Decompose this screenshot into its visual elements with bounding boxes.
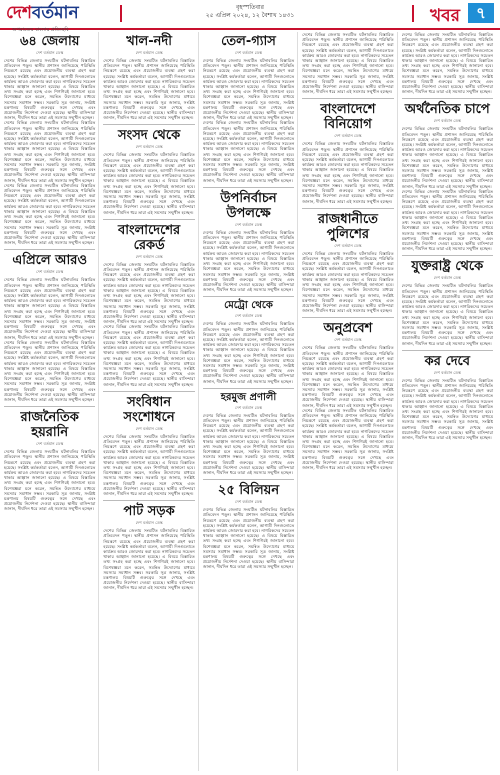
column-2 bbox=[103, 32, 198, 771]
weekday: বৃহস্পতিবার bbox=[236, 4, 264, 11]
byline: দেশ বর্তমান ডেস্ক bbox=[433, 369, 461, 375]
story bbox=[4, 34, 95, 245]
headline[interactable]: হরমুজ প্রণালী bbox=[220, 391, 277, 403]
column-5 bbox=[402, 32, 496, 771]
story-body: দেশের বিভিন্ন জেলায় সংঘটিত ঘটনাবলির বিস্তারিত প্রতিবেদন পড়ুন। স্থানীয় প্রশাসন জানিয়েছে পরিস্থিতি নিয়ন্ত্রণে রয়েছে এবং প্রয়োজনীয় ব্যবস্থা গ্রহণ করা হয়েছে। সংশ্লিষ্ট কর্মকর্তারা বলেন, আগামী দিনগুলোতে কার্যক্রম আরও জোরদার করা হবে। নাগরিকদের সচেতন থাকার আহ্বান জানানো হয়েছে। এ বিষয়ে বিস্তারিত তথ্য সংগ্রহ করা হচ্ছে এবং শিগগিরই জানানো হবে। বিশেষজ্ঞরা মনে করেন, সমন্বিত উদ্যোগের মাধ্যমে সমস্যার সমাধান সম্ভব। সরকারি সূত্র জানায়, সংশ্লিষ্ট মন্ত্রণালয় বিষয়টি গুরুত্বের সঙ্গে দেখছে এবং প্রয়োজনীয় নির্দেশনা দেওয়া হয়েছে। স্থানীয় বাসিন্দারা জানান, দীর্ঘদিন ধরে তারা এই সমস্যার সম্মুখীন হচ্ছেন। bbox=[302, 141, 394, 204]
columns bbox=[4, 32, 496, 771]
story-body: দেশের বিভিন্ন জেলায় সংঘটিত ঘটনাবলির বিস্তারিত প্রতিবেদন পড়ুন। স্থানীয় প্রশাসন জানিয়েছে পরিস্থিতি নিয়ন্ত্রণে রয়েছে এবং প্রয়োজনীয় ব্যবস্থা গ্রহণ করা হয়েছে। সংশ্লিষ্ট কর্মকর্তারা বলেন, আগামী দিনগুলোতে কার্যক্রম আরও জোরদার করা হবে। নাগরিকদের সচেতন থাকার আহ্বান জানানো হয়েছে। এ বিষয়ে বিস্তারিত তথ্য সংগ্রহ করা হচ্ছে এবং শিগগিরই জানানো হবে। বিশেষজ্ঞরা মনে করেন, সমন্বিত উদ্যোগের মাধ্যমে সমস্যার সমাধান সম্ভব। সরকারি সূত্র জানায়, সংশ্লিষ্ট মন্ত্রণালয় বিষয়টি গুরুত্বের সঙ্গে দেখছে এবং প্রয়োজনীয় নির্দেশনা দেওয়া হয়েছে। স্থানীয় বাসিন্দারা জানান, দীর্ঘদিন ধরে তারা এই সমস্যার সম্মুখীন হচ্ছেন। bbox=[4, 277, 96, 340]
story bbox=[4, 410, 95, 511]
headline[interactable]: এপ্রিলে আরও bbox=[12, 253, 88, 269]
divider bbox=[103, 391, 194, 392]
story-body: দেশের বিভিন্ন জেলায় সংঘটিত ঘটনাবলির বিস্তারিত প্রতিবেদন পড়ুন। স্থানীয় প্রশাসন জানিয়েছে পরিস্থিতি নিয়ন্ত্রণে রয়েছে এবং প্রয়োজনীয় ব্যবস্থা গ্রহণ করা হয়েছে। সংশ্লিষ্ট কর্মকর্তারা বলেন, আগামী দিনগুলোতে কার্যক্রম আরও জোরদার করা হবে। নাগরিকদের সচেতন থাকার আহ্বান জানানো হয়েছে। এ বিষয়ে বিস্তারিত তথ্য সংগ্রহ করা হচ্ছে এবং শিগগিরই জানানো হবে। বিশেষজ্ঞরা মনে করেন, সমন্বিত উদ্যোগের মাধ্যমে সমস্যার সমাধান সম্ভব। সরকারি সূত্র জানায়, সংশ্লিষ্ট মন্ত্রণালয় বিষয়টি গুরুত্বের সঙ্গে দেখছে এবং প্রয়োজনীয় নির্দেশনা দেওয়া হয়েছে। স্থানীয় বাসিন্দারা জানান, দীর্ঘদিন ধরে তারা এই সমস্যার সম্মুখীন হচ্ছেন। bbox=[202, 412, 295, 475]
divider bbox=[103, 219, 194, 220]
headline[interactable]: মেট্রো থেকে bbox=[224, 300, 273, 312]
story bbox=[402, 102, 493, 251]
story bbox=[302, 102, 393, 203]
headline[interactable]: বাংলাদেশের রেকর্ড bbox=[118, 222, 181, 253]
masthead-divider bbox=[412, 5, 414, 22]
byline: দেশ বর্তমান ডেস্ক bbox=[334, 133, 362, 139]
story-body: দেশের বিভিন্ন জেলায় সংঘটিত ঘটনাবলির বিস্তারিত প্রতিবেদন পড়ুন। স্থানীয় প্রশাসন জানিয়েছে পরিস্থিতি নিয়ন্ত্রণে রয়েছে এবং প্রয়োজনীয় ব্যবস্থা গ্রহণ করা হয়েছে। সংশ্লিষ্ট কর্মকর্তারা বলেন, আগামী দিনগুলোতে কার্যক্রম আরও জোরদার করা হবে। নাগরিকদের সচেতন থাকার আহ্বান জানানো হয়েছে। এ বিষয়ে বিস্তারিত তথ্য সংগ্রহ করা হচ্ছে এবং শিগগিরই জানানো হবে। বিশেষজ্ঞরা মনে করেন, সমন্বিত উদ্যোগের মাধ্যমে সমস্যার সমাধান সম্ভব। সরকারি সূত্র জানায়, সংশ্লিষ্ট মন্ত্রণালয় বিষয়টি গুরুত্বের সঙ্গে দেখছে এবং প্রয়োজনীয় নির্দেশনা দেওয়া হয়েছে। স্থানীয় বাসিন্দারা জানান, দীর্ঘদিন ধরে তারা এই সমস্যার সম্মুখীন হচ্ছেন। bbox=[302, 345, 394, 408]
logo-part1: দেশ bbox=[6, 3, 32, 23]
story bbox=[302, 321, 393, 470]
headline[interactable]: কর দেবে bbox=[424, 353, 470, 369]
story bbox=[4, 253, 95, 402]
story-body: দেশের বিভিন্ন জেলায় সংঘটিত ঘটনাবলির বিস্তারিত প্রতিবেদন পড়ুন। স্থানীয় প্রশাসন জানিয়েছে পরিস্থিতি নিয়ন্ত্রণে রয়েছে এবং প্রয়োজনীয় ব্যবস্থা গ্রহণ করা হয়েছে। সংশ্লিষ্ট কর্মকর্তারা বলেন, আগামী দিনগুলোতে কার্যক্রম আরও জোরদার করা হবে। নাগরিকদের সচেতন থাকার আহ্বান জানানো হয়েছে। এ বিষয়ে বিস্তারিত তথ্য সংগ্রহ করা হচ্ছে এবং শিগগিরই জানানো হবে। বিশেষজ্ঞরা মনে করেন, সমন্বিত উদ্যোগের মাধ্যমে সমস্যার সমাধান সম্ভব। সরকারি সূত্র জানায়, সংশ্লিষ্ট মন্ত্রণালয় বিষয়টি গুরুত্বের সঙ্গে দেখছে এবং প্রয়োজনীয় নির্দেশনা দেওয়া হয়েছে। স্থানীয় বাসিন্দারা জানান, দীর্ঘদিন ধরে তারা এই সমস্যার সম্মুখীন হচ্ছেন। bbox=[401, 188, 494, 252]
byline: দেশ বর্তমান ডেস্ক bbox=[433, 275, 461, 281]
headline[interactable]: যুক্তরাষ্ট্র থেকে bbox=[411, 259, 484, 275]
story-body: দেশের বিভিন্ন জেলায় সংঘটিত ঘটনাবলির বিস্তারিত প্রতিবেদন পড়ুন। স্থানীয় প্রশাসন জানিয়েছে পরিস্থিতি নিয়ন্ত্রণে রয়েছে এবং প্রয়োজনীয় ব্যবস্থা গ্রহণ করা হয়েছে। সংশ্লিষ্ট কর্মকর্তারা বলেন, আগামী দিনগুলোতে কার্যক্রম আরও জোরদার করা হবে। নাগরিকদের সচেতন থাকার আহ্বান জানানো হয়েছে। এ বিষয়ে বিস্তারিত তথ্য সংগ্রহ করা হচ্ছে এবং শিগগিরই জানানো হবে। বিশেষজ্ঞরা মনে করেন, সমন্বিত উদ্যোগের মাধ্যমে সমস্যার সমাধান সম্ভব। সরকারি সূত্র জানায়, সংশ্লিষ্ট মন্ত্রণালয় বিষয়টি গুরুত্বের সঙ্গে দেখছে এবং প্রয়োজনীয় নির্দেশনা দেওয়া হয়েছে। স্থানীয় বাসিন্দারা জানান, দীর্ঘদিন ধরে তারা এই সমস্যার সম্মুখীন হচ্ছেন। bbox=[302, 407, 394, 470]
page-number: ৭ bbox=[468, 3, 494, 23]
headline[interactable]: ২৫ বিলিয়ন bbox=[217, 483, 280, 499]
column-1 bbox=[4, 32, 99, 771]
section-title: খবর bbox=[430, 6, 460, 26]
divider bbox=[203, 479, 294, 480]
divider bbox=[103, 500, 194, 501]
byline: দেশ বর্তমান ডেস্ক bbox=[135, 425, 163, 431]
story-body: দেশের বিভিন্ন জেলায় সংঘটিত ঘটনাবলির বিস্তারিত প্রতিবেদন পড়ুন। স্থানীয় প্রশাসন জানিয়েছে পরিস্থিতি নিয়ন্ত্রণে রয়েছে এবং প্রয়োজনীয় ব্যবস্থা গ্রহণ করা হয়েছে। সংশ্লিষ্ট কর্মকর্তারা বলেন, আগামী দিনগুলোতে কার্যক্রম আরও জোরদার করা হবে। নাগরিকদের সচেতন থাকার আহ্বান জানানো হয়েছে। এ বিষয়ে বিস্তারিত তথ্য সংগ্রহ করা হচ্ছে এবং শিগগিরই জানানো হবে। বিশেষজ্ঞরা মনে করেন, সমন্বিত উদ্যোগের মাধ্যমে সমস্যার সমাধান সম্ভব। সরকারি সূত্র জানায়, সংশ্লিষ্ট মন্ত্রণালয় বিষয়টি গুরুত্বের সঙ্গে দেখছে এবং প্রয়োজনীয় নির্দেশনা দেওয়া হয়েছে। স্থানীয় বাসিন্দারা জানান, দীর্ঘদিন ধরে তারা এই সমস্যার সম্মুখীন হচ্ছেন। bbox=[202, 58, 295, 121]
story-body: দেশের বিভিন্ন জেলায় সংঘটিত ঘটনাবলির বিস্তারিত প্রতিবেদন পড়ুন। স্থানীয় প্রশাসন জানিয়েছে পরিস্থিতি নিয়ন্ত্রণে রয়েছে এবং প্রয়োজনীয় ব্যবস্থা গ্রহণ করা হয়েছে। সংশ্লিষ্ট কর্মকর্তারা বলেন, আগামী দিনগুলোতে কার্যক্রম আরও জোরদার করা হবে। নাগরিকদের সচেতন থাকার আহ্বান জানানো হয়েছে। এ বিষয়ে বিস্তারিত তথ্য সংগ্রহ করা হচ্ছে এবং শিগগিরই জানানো হবে। বিশেষজ্ঞরা মনে করেন, সমন্বিত উদ্যোগের মাধ্যমে সমস্যার সমাধান সম্ভব। সরকারি সূত্র জানায়, সংশ্লিষ্ট মন্ত্রণালয় বিষয়টি গুরুত্বের সঙ্গে দেখছে এবং প্রয়োজনীয় নির্দেশনা দেওয়া হয়েছে। স্থানীয় বাসিন্দারা জানান, দীর্ঘদিন ধরে তারা এই সমস্যার সম্মুখীন হচ্ছেন। bbox=[103, 152, 195, 215]
story bbox=[302, 32, 393, 94]
divider bbox=[402, 255, 493, 256]
byline: দেশ বর্তমান ডেস্ক bbox=[334, 242, 362, 248]
story-body: দেশের বিভিন্ন জেলায় সংঘটিত ঘটনাবলির বিস্তারিত প্রতিবেদন পড়ুন। স্থানীয় প্রশাসন জানিয়েছে পরিস্থিতি নিয়ন্ত্রণে রয়েছে এবং প্রয়োজনীয় ব্যবস্থা গ্রহণ করা হয়েছে। সংশ্লিষ্ট কর্মকর্তারা বলেন, আগামী দিনগুলোতে কার্যক্রম আরও জোরদার করা হবে। নাগরিকদের সচেতন থাকার আহ্বান জানানো হয়েছে। এ বিষয়ে বিস্তারিত তথ্য সংগ্রহ করা হচ্ছে এবং শিগগিরই জানানো হবে। বিশেষজ্ঞরা মনে করেন, সমন্বিত উদ্যোগের মাধ্যমে সমস্যার সমাধান সম্ভব। সরকারি সূত্র জানায়, সংশ্লিষ্ট মন্ত্রণালয় বিষয়টি গুরুত্বের সঙ্গে দেখছে এবং প্রয়োজনীয় নির্দেশনা দেওয়া হয়েছে। স্থানীয় বাসিন্দারা জানান, দীর্ঘদিন ধরে তারা এই সমস্যার সম্মুখীন হচ্ছেন। bbox=[103, 528, 195, 591]
byline: দেশ বর্তমান ডেস্ক bbox=[234, 499, 263, 505]
headline[interactable]: বাংলাদেশে বিনিয়োগ bbox=[320, 102, 376, 133]
headline[interactable]: তেল-গ্যাস bbox=[221, 34, 276, 49]
byline: দেশ বর্তমান ডেস্ক bbox=[234, 404, 263, 410]
masthead bbox=[0, 0, 500, 33]
story bbox=[302, 212, 393, 313]
story bbox=[103, 395, 194, 496]
divider bbox=[4, 249, 95, 250]
headline[interactable]: অনুপ্রবেশ bbox=[323, 321, 373, 337]
byline: দেশ বর্তমান ডেস্ক bbox=[36, 50, 64, 55]
story-body: দেশের বিভিন্ন জেলায় সংঘটিত ঘটনাবলির বিস্তারিত প্রতিবেদন পড়ুন। স্থানীয় প্রশাসন জানিয়েছে পরিস্থিতি নিয়ন্ত্রণে রয়েছে এবং প্রয়োজনীয় ব্যবস্থা গ্রহণ করা হয়েছে। সংশ্লিষ্ট কর্মকর্তারা বলেন, আগামী দিনগুলোতে কার্যক্রম আরও জোরদার করা হবে। নাগরিকদের সচেতন থাকার আহ্বান জানানো হয়েছে। এ বিষয়ে বিস্তারিত তথ্য সংগ্রহ করা হচ্ছে এবং শিগগিরই জানানো হবে। বিশেষজ্ঞরা মনে করেন, সমন্বিত উদ্যোগের মাধ্যমে সমস্যার সমাধান সম্ভব। সরকারি সূত্র জানায়, সংশ্লিষ্ট মন্ত্রণালয় বিষয়টি গুরুত্বের সঙ্গে দেখছে এবং প্রয়োজনীয় নির্দেশনা দেওয়া হয়েছে। স্থানীয় বাসিন্দারা জানান, দীর্ঘদিন ধরে তারা এই সমস্যার সম্মুখীন হচ্ছেন। bbox=[401, 32, 494, 95]
tagline: অপরাজেয় বাংলার প্রতিচ্ছবি bbox=[12, 27, 69, 33]
story-body: দেশের বিভিন্ন জেলায় সংঘটিত ঘটনাবলির বিস্তারিত প্রতিবেদন পড়ুন। স্থানীয় প্রশাসন জানিয়েছে পরিস্থিতি নিয়ন্ত্রণে রয়েছে এবং প্রয়োজনীয় ব্যবস্থা গ্রহণ করা হয়েছে। সংশ্লিষ্ট কর্মকর্তারা বলেন, আগামী দিনগুলোতে কার্যক্রম আরও জোরদার করা হবে। নাগরিকদের সচেতন থাকার আহ্বান জানানো হয়েছে। এ বিষয়ে বিস্তারিত তথ্য সংগ্রহ করা হচ্ছে এবং শিগগিরই জানানো হবে। বিশেষজ্ঞরা মনে করেন, সমন্বিত উদ্যোগের মাধ্যমে সমস্যার সমাধান সম্ভব। সরকারি সূত্র জানায়, সংশ্লিষ্ট মন্ত্রণালয় বিষয়টি গুরুত্বের সঙ্গে দেখছে এবং প্রয়োজনীয় নির্দেশনা দেওয়া হয়েছে। স্থানীয় বাসিন্দারা জানান, দীর্ঘদিন ধরে তারা এই সমস্যার সম্মুখীন হচ্ছেন। bbox=[103, 261, 195, 325]
divider bbox=[4, 406, 95, 407]
story-body: দেশের বিভিন্ন জেলায় সংঘটিত ঘটনাবলির বিস্তারিত প্রতিবেদন পড়ুন। স্থানীয় প্রশাসন জানিয়েছে পরিস্থিতি নিয়ন্ত্রণে রয়েছে এবং প্রয়োজনীয় ব্যবস্থা গ্রহণ করা হয়েছে। সংশ্লিষ্ট কর্মকর্তারা বলেন, আগামী দিনগুলোতে কার্যক্রম আরও জোরদার করা হবে। নাগরিকদের সচেতন থাকার আহ্বান জানানো হয়েছে। এ বিষয়ে বিস্তারিত তথ্য সংগ্রহ করা হচ্ছে এবং শিগগিরই জানানো হবে। বিশেষজ্ঞরা মনে করেন, সমন্বিত উদ্যোগের মাধ্যমে সমস্যার সমাধান সম্ভব। সরকারি সূত্র জানায়, সংশ্লিষ্ট মন্ত্রণালয় বিষয়টি গুরুত্বের সঙ্গে দেখছে এবং প্রয়োজনীয় নির্দেশনা দেওয়া হয়েছে। স্থানীয় বাসিন্দারা জানান, দীর্ঘদিন ধরে তারা এই সমস্যার সম্মুখীন হচ্ছেন। bbox=[4, 449, 96, 512]
divider bbox=[203, 388, 294, 389]
divider bbox=[302, 317, 393, 318]
story-body: দেশের বিভিন্ন জেলায় সংঘটিত ঘটনাবলির বিস্তারিত প্রতিবেদন পড়ুন। স্থানীয় প্রশাসন জানিয়েছে পরিস্থিতি নিয়ন্ত্রণে রয়েছে এবং প্রয়োজনীয় ব্যবস্থা গ্রহণ করা হয়েছে। সংশ্লিষ্ট কর্মকর্তারা বলেন, আগামী দিনগুলোতে কার্যক্রম আরও জোরদার করা হবে। নাগরিকদের সচেতন থাকার আহ্বান জানানো হয়েছে। এ বিষয়ে বিস্তারিত তথ্য সংগ্রহ করা হচ্ছে এবং শিগগিরই জানানো হবে। বিশেষজ্ঞরা মনে করেন, সমন্বিত উদ্যোগের মাধ্যমে সমস্যার সমাধান সম্ভব। সরকারি সূত্র জানায়, সংশ্লিষ্ট মন্ত্রণালয় বিষয়টি গুরুত্বের সঙ্গে দেখছে এবং প্রয়োজনীয় নির্দেশনা দেওয়া হয়েছে। স্থানীয় বাসিন্দারা জানান, দীর্ঘদিন ধরে তারা এই সমস্যার সম্মুখীন হচ্ছেন। bbox=[103, 324, 195, 387]
divider bbox=[302, 98, 393, 99]
byline: দেশ বর্তমান ডেস্ক bbox=[36, 441, 64, 447]
byline: দেশ বর্তমান ডেস্ক bbox=[234, 221, 263, 227]
headline[interactable]: রাজনৈতিক হয়রানি bbox=[20, 410, 79, 441]
divider bbox=[103, 124, 194, 125]
story bbox=[203, 300, 294, 383]
headline[interactable]: সংবিধান সংশোধনে bbox=[123, 394, 175, 425]
byline: দেশ বর্তমান ডেস্ক bbox=[334, 337, 362, 343]
dateline bbox=[175, 4, 325, 20]
divider bbox=[402, 350, 493, 351]
story bbox=[402, 32, 493, 94]
story-body: দেশের বিভিন্ন জেলায় সংঘটিত ঘটনাবলির বিস্তারিত প্রতিবেদন পড়ুন। স্থানীয় প্রশাসন জানিয়েছে পরিস্থিতি নিয়ন্ত্রণে রয়েছে এবং প্রয়োজনীয় ব্যবস্থা গ্রহণ করা হয়েছে। সংশ্লিষ্ট কর্মকর্তারা বলেন, আগামী দিনগুলোতে কার্যক্রম আরও জোরদার করা হবে। নাগরিকদের সচেতন থাকার আহ্বান জানানো হয়েছে। এ বিষয়ে বিস্তারিত তথ্য সংগ্রহ করা হচ্ছে এবং শিগগিরই জানানো হবে। বিশেষজ্ঞরা মনে করেন, সমন্বিত উদ্যোগের মাধ্যমে সমস্যার সমাধান সম্ভব। সরকারি সূত্র জানায়, সংশ্লিষ্ট মন্ত্রণালয় বিষয়টি গুরুত্বের সঙ্গে দেখছে এবং প্রয়োজনীয় নির্দেশনা দেওয়া হয়েছে। স্থানীয় বাসিন্দারা জানান, দীর্ঘদিন ধরে তারা এই সমস্যার সম্মুখীন হচ্ছেন। bbox=[202, 507, 295, 570]
story-body: দেশের বিভিন্ন জেলায় সংঘটিত ঘটনাবলির বিস্তারিত প্রতিবেদন পড়ুন। স্থানীয় প্রশাসন জানিয়েছে পরিস্থিতি নিয়ন্ত্রণে রয়েছে এবং প্রয়োজনীয় ব্যবস্থা গ্রহণ করা হয়েছে। সংশ্লিষ্ট কর্মকর্তারা বলেন, আগামী দিনগুলোতে কার্যক্রম আরও জোরদার করা হবে। নাগরিকদের সচেতন থাকার আহ্বান জানানো হয়েছে। এ বিষয়ে বিস্তারিত তথ্য সংগ্রহ করা হচ্ছে এবং শিগগিরই জানানো হবে। বিশেষজ্ঞরা মনে করেন, সমন্বিত উদ্যোগের মাধ্যমে সমস্যার সমাধান সম্ভব। সরকারি সূত্র জানায়, সংশ্লিষ্ট মন্ত্রণালয় বিষয়টি গুরুত্বের সঙ্গে দেখছে এবং প্রয়োজনীয় নির্দেশনা দেওয়া হয়েছে। স্থানীয় বাসিন্দারা জানান, দীর্ঘদিন ধরে তারা এই সমস্যার সম্মুখীন হচ্ছেন। bbox=[302, 32, 394, 95]
story-body: দেশের বিভিন্ন জেলায় সংঘটিত ঘটনাবলির বিস্তারিত প্রতিবেদন পড়ুন। স্থানীয় প্রশাসন জানিয়েছে পরিস্থিতি নিয়ন্ত্রণে রয়েছে এবং প্রয়োজনীয় ব্যবস্থা গ্রহণ করা হয়েছে। সংশ্লিষ্ট কর্মকর্তারা বলেন, আগামী দিনগুলোতে কার্যক্রম আরও জোরদার করা হবে। নাগরিকদের সচেতন থাকার আহ্বান জানানো হয়েছে। এ বিষয়ে বিস্তারিত তথ্য সংগ্রহ করা হচ্ছে এবং শিগগিরই জানানো হবে। বিশেষজ্ঞরা মনে করেন, সমন্বিত উদ্যোগের মাধ্যমে সমস্যার সমাধান সম্ভব। সরকারি সূত্র জানায়, সংশ্লিষ্ট মন্ত্রণালয় বিষয়টি গুরুত্বের সঙ্গে দেখছে এবং প্রয়োজনীয় নির্দেশনা দেওয়া হয়েছে। স্থানীয় বাসিন্দারা জানান, দীর্ঘদিন ধরে তারা এই সমস্যার সম্মুখীন হচ্ছেন। bbox=[4, 339, 96, 402]
story bbox=[103, 128, 194, 214]
byline: দেশ বর্তমান ডেস্ক bbox=[36, 269, 64, 275]
byline: দেশ বর্তমান ডেস্ক bbox=[135, 520, 163, 526]
byline: দেশ বর্তমান ডেস্ক bbox=[433, 118, 461, 124]
byline: দেশ বর্তমান ডেস্ক bbox=[135, 144, 163, 150]
story bbox=[402, 259, 493, 345]
story bbox=[103, 504, 194, 590]
divider bbox=[302, 208, 393, 209]
headline[interactable]: ৬৪ জেলায় bbox=[19, 34, 80, 49]
story-body: দেশের বিভিন্ন জেলায় সংঘটিত ঘটনাবলির বিস্তারিত প্রতিবেদন পড়ুন। স্থানীয় প্রশাসন জানিয়েছে পরিস্থিতি নিয়ন্ত্রণে রয়েছে এবং প্রয়োজনীয় ব্যবস্থা গ্রহণ করা হয়েছে। সংশ্লিষ্ট কর্মকর্তারা বলেন, আগামী দিনগুলোতে কার্যক্রম আরও জোরদার করা হবে। নাগরিকদের সচেতন থাকার আহ্বান জানানো হয়েছে। এ বিষয়ে বিস্তারিত তথ্য সংগ্রহ করা হচ্ছে এবং শিগগিরই জানানো হবে। বিশেষজ্ঞরা মনে করেন, সমন্বিত উদ্যোগের মাধ্যমে সমস্যার সমাধান সম্ভব। সরকারি সূত্র জানায়, সংশ্লিষ্ট মন্ত্রণালয় বিষয়টি গুরুত্বের সঙ্গে দেখছে এবং প্রয়োজনীয় নির্দেশনা দেওয়া হয়েছে। স্থানীয় বাসিন্দারা জানান, দীর্ঘদিন ধরে তারা এই সমস্যার সম্মুখীন হচ্ছেন। bbox=[302, 250, 394, 314]
byline: দেশ বর্তমান ডেস্ক bbox=[135, 253, 163, 259]
logo-part2: বর্তমান bbox=[31, 3, 79, 23]
story bbox=[103, 223, 194, 387]
byline: দেশ বর্তমান ডেস্ক bbox=[135, 50, 163, 55]
headline[interactable]: অর্থনৈতিক চাপে bbox=[404, 102, 490, 118]
story-body: দেশের বিভিন্ন জেলায় সংঘটিত ঘটনাবলির বিস্তারিত প্রতিবেদন পড়ুন। স্থানীয় প্রশাসন জানিয়েছে পরিস্থিতি নিয়ন্ত্রণে রয়েছে এবং প্রয়োজনীয় ব্যবস্থা গ্রহণ করা হয়েছে। সংশ্লিষ্ট কর্মকর্তারা বলেন, আগামী দিনগুলোতে কার্যক্রম আরও জোরদার করা হবে। নাগরিকদের সচেতন থাকার আহ্বান জানানো হয়েছে। এ বিষয়ে বিস্তারিত তথ্য সংগ্রহ করা হচ্ছে এবং শিগগিরই জানানো হবে। বিশেষজ্ঞরা মনে করেন, সমন্বিত উদ্যোগের মাধ্যমে সমস্যার সমাধান সম্ভব। সরকারি সূত্র জানায়, সংশ্লিষ্ট মন্ত্রণালয় বিষয়টি গুরুত্বের সঙ্গে দেখছে এবং প্রয়োজনীয় নির্দেশনা দেওয়া হয়েছে। স্থানীয় বাসিন্দারা জানান, দীর্ঘদিন ধরে তারা এই সমস্যার সম্মুখীন হচ্ছেন। bbox=[401, 377, 494, 440]
story-body: দেশের বিভিন্ন জেলায় সংঘটিত ঘটনাবলির বিস্তারিত প্রতিবেদন পড়ুন। স্থানীয় প্রশাসন জানিয়েছে পরিস্থিতি নিয়ন্ত্রণে রয়েছে এবং প্রয়োজনীয় ব্যবস্থা গ্রহণ করা হয়েছে। সংশ্লিষ্ট কর্মকর্তারা বলেন, আগামী দিনগুলোতে কার্যক্রম আরও জোরদার করা হবে। নাগরিকদের সচেতন থাকার আহ্বান জানানো হয়েছে। এ বিষয়ে বিস্তারিত তথ্য সংগ্রহ করা হচ্ছে এবং শিগগিরই জানানো হবে। বিশেষজ্ঞরা মনে করেন, সমন্বিত উদ্যোগের মাধ্যমে সমস্যার সমাধান সম্ভব। সরকারি সূত্র জানায়, সংশ্লিষ্ট মন্ত্রণালয় বিষয়টি গুরুত্বের সঙ্গে দেখছে এবং প্রয়োজনীয় নির্দেশনা দেওয়া হয়েছে। স্থানীয় বাসিন্দারা জানান, দীর্ঘদিন ধরে তারা এই সমস্যার সম্মুখীন হচ্ছেন। bbox=[4, 120, 96, 183]
headline[interactable]: রাজধানীতে পুলিশের bbox=[317, 211, 378, 242]
story bbox=[203, 191, 294, 292]
story bbox=[402, 354, 493, 440]
story-body: দেশের বিভিন্ন জেলায় সংঘটিত ঘটনাবলির বিস্তারিত প্রতিবেদন পড়ুন। স্থানীয় প্রশাসন জানিয়েছে পরিস্থিতি নিয়ন্ত্রণে রয়েছে এবং প্রয়োজনীয় ব্যবস্থা গ্রহণ করা হয়েছে। সংশ্লিষ্ট কর্মকর্তারা বলেন, আগামী দিনগুলোতে কার্যক্রম আরও জোরদার করা হবে। নাগরিকদের সচেতন থাকার আহ্বান জানানো হয়েছে। এ বিষয়ে বিস্তারিত তথ্য সংগ্রহ করা হচ্ছে এবং শিগগিরই জানানো হবে। বিশেষজ্ঞরা মনে করেন, সমন্বিত উদ্যোগের মাধ্যমে সমস্যার সমাধান সম্ভব। সরকারি সূত্র জানায়, সংশ্লিষ্ট মন্ত্রণালয় বিষয়টি গুরুত্বের সঙ্গে দেখছে এবং প্রয়োজনীয় নির্দেশনা দেওয়া হয়েছে। স্থানীয় বাসিন্দারা জানান, দীর্ঘদিন ধরে তারা এই সমস্যার সম্মুখীন হচ্ছেন। bbox=[202, 120, 295, 183]
masthead-divider bbox=[120, 5, 122, 22]
story-body: দেশের বিভিন্ন জেলায় সংঘটিত ঘটনাবলির বিস্তারিত প্রতিবেদন পড়ুন। স্থানীয় প্রশাসন জানিয়েছে পরিস্থিতি নিয়ন্ত্রণে রয়েছে এবং প্রয়োজনীয় ব্যবস্থা গ্রহণ করা হয়েছে। সংশ্লিষ্ট কর্মকর্তারা বলেন, আগামী দিনগুলোতে কার্যক্রম আরও জোরদার করা হবে। নাগরিকদের সচেতন থাকার আহ্বান জানানো হয়েছে। এ বিষয়ে বিস্তারিত তথ্য সংগ্রহ করা হচ্ছে এবং শিগগিরই জানানো হবে। বিশেষজ্ঞরা মনে করেন, সমন্বিত উদ্যোগের মাধ্যমে সমস্যার সমাধান সম্ভব। সরকারি সূত্র জানায়, সংশ্লিষ্ট মন্ত্রণালয় বিষয়টি গুরুত্বের সঙ্গে দেখছে এবং প্রয়োজনীয় নির্দেশনা দেওয়া হয়েছে। স্থানীয় বাসিন্দারা জানান, দীর্ঘদিন ধরে তারা এই সমস্যার সম্মুখীন হচ্ছেন। bbox=[401, 283, 494, 346]
story bbox=[203, 483, 294, 569]
story-body: দেশের বিভিন্ন জেলায় সংঘটিত ঘটনাবলির বিস্তারিত প্রতিবেদন পড়ুন। স্থানীয় প্রশাসন জানিয়েছে পরিস্থিতি নিয়ন্ত্রণে রয়েছে এবং প্রয়োজনীয় ব্যবস্থা গ্রহণ করা হয়েছে। সংশ্লিষ্ট কর্মকর্তারা বলেন, আগামী দিনগুলোতে কার্যক্রম আরও জোরদার করা হবে। নাগরিকদের সচেতন থাকার আহ্বান জানানো হয়েছে। এ বিষয়ে বিস্তারিত তথ্য সংগ্রহ করা হচ্ছে এবং শিগগিরই জানানো হবে। বিশেষজ্ঞরা মনে করেন, সমন্বিত উদ্যোগের মাধ্যমে সমস্যার সমাধান সম্ভব। সরকারি সূত্র জানায়, সংশ্লিষ্ট মন্ত্রণালয় বিষয়টি গুরুত্বের সঙ্গে দেখছে এবং প্রয়োজনীয় নির্দেশনা দেওয়া হয়েছে। স্থানীয় বাসিন্দারা জানান, দীর্ঘদিন ধরে তারা এই সমস্যার সম্মুখীন হচ্ছেন। bbox=[103, 58, 195, 121]
story-body: দেশের বিভিন্ন জেলায় সংঘটিত ঘটনাবলির বিস্তারিত প্রতিবেদন পড়ুন। স্থানীয় প্রশাসন জানিয়েছে পরিস্থিতি নিয়ন্ত্রণে রয়েছে এবং প্রয়োজনীয় ব্যবস্থা গ্রহণ করা হয়েছে। সংশ্লিষ্ট কর্মকর্তারা বলেন, আগামী দিনগুলোতে কার্যক্রম আরও জোরদার করা হবে। নাগরিকদের সচেতন থাকার আহ্বান জানানো হয়েছে। এ বিষয়ে বিস্তারিত তথ্য সংগ্রহ করা হচ্ছে এবং শিগগিরই জানানো হবে। বিশেষজ্ঞরা মনে করেন, সমন্বিত উদ্যোগের মাধ্যমে সমস্যার সমাধান সম্ভব। সরকারি সূত্র জানায়, সংশ্লিষ্ট মন্ত্রণালয় বিষয়টি গুরুত্বের সঙ্গে দেখছে এবং প্রয়োজনীয় নির্দেশনা দেওয়া হয়েছে। স্থানীয় বাসিন্দারা জানান, দীর্ঘদিন ধরে তারা এই সমস্যার সম্মুখীন হচ্ছেন। bbox=[4, 182, 96, 246]
headline[interactable]: উপনির্বাচন উপলক্ষে bbox=[220, 190, 277, 221]
story bbox=[203, 34, 294, 183]
column-3 bbox=[203, 32, 298, 771]
byline: দেশ বর্তমান ডেস্ক bbox=[234, 313, 263, 319]
story-body: দেশের বিভিন্ন জেলায় সংঘটিত ঘটনাবলির বিস্তারিত প্রতিবেদন পড়ুন। স্থানীয় প্রশাসন জানিয়েছে পরিস্থিতি নিয়ন্ত্রণে রয়েছে এবং প্রয়োজনীয় ব্যবস্থা গ্রহণ করা হয়েছে। সংশ্লিষ্ট কর্মকর্তারা বলেন, আগামী দিনগুলোতে কার্যক্রম আরও জোরদার করা হবে। নাগরিকদের সচেতন থাকার আহ্বান জানানো হয়েছে। এ বিষয়ে বিস্তারিত তথ্য সংগ্রহ করা হচ্ছে এবং শিগগিরই জানানো হবে। বিশেষজ্ঞরা মনে করেন, সমন্বিত উদ্যোগের মাধ্যমে সমস্যার সমাধান সম্ভব। সরকারি সূত্র জানায়, সংশ্লিষ্ট মন্ত্রণালয় বিষয়টি গুরুত্বের সঙ্গে দেখছে এবং প্রয়োজনীয় নির্দেশনা দেওয়া হয়েছে। স্থানীয় বাসিন্দারা জানান, দীর্ঘদিন ধরে তারা এই সমস্যার সম্মুখীন হচ্ছেন। bbox=[401, 126, 494, 189]
newspaper-logo bbox=[6, 3, 79, 33]
headline[interactable]: সংসদ থেকে bbox=[118, 128, 181, 144]
divider bbox=[203, 187, 294, 188]
story-body: দেশের বিভিন্ন জেলায় সংঘটিত ঘটনাবলির বিস্তারিত প্রতিবেদন পড়ুন। স্থানীয় প্রশাসন জানিয়েছে পরিস্থিতি নিয়ন্ত্রণে রয়েছে এবং প্রয়োজনীয় ব্যবস্থা গ্রহণ করা হয়েছে। সংশ্লিষ্ট কর্মকর্তারা বলেন, আগামী দিনগুলোতে কার্যক্রম আরও জোরদার করা হবে। নাগরিকদের সচেতন থাকার আহ্বান জানানো হয়েছে। এ বিষয়ে বিস্তারিত তথ্য সংগ্রহ করা হচ্ছে এবং শিগগিরই জানানো হবে। বিশেষজ্ঞরা মনে করেন, সমন্বিত উদ্যোগের মাধ্যমে সমস্যার সমাধান সম্ভব। সরকারি সূত্র জানায়, সংশ্লিষ্ট মন্ত্রণালয় বিষয়টি গুরুত্বের সঙ্গে দেখছে এবং প্রয়োজনীয় নির্দেশনা দেওয়া হয়েছে। স্থানীয় বাসিন্দারা জানান, দীর্ঘদিন ধরে তারা এই সমস্যার সম্মুখীন হচ্ছেন। bbox=[4, 58, 96, 121]
headline[interactable]: খাল-নদী bbox=[126, 34, 172, 49]
story-body: দেশের বিভিন্ন জেলায় সংঘটিত ঘটনাবলির বিস্তারিত প্রতিবেদন পড়ুন। স্থানীয় প্রশাসন জানিয়েছে পরিস্থিতি নিয়ন্ত্রণে রয়েছে এবং প্রয়োজনীয় ব্যবস্থা গ্রহণ করা হয়েছে। সংশ্লিষ্ট কর্মকর্তারা বলেন, আগামী দিনগুলোতে কার্যক্রম আরও জোরদার করা হবে। নাগরিকদের সচেতন থাকার আহ্বান জানানো হয়েছে। এ বিষয়ে বিস্তারিত তথ্য সংগ্রহ করা হচ্ছে এবং শিগগিরই জানানো হবে। বিশেষজ্ঞরা মনে করেন, সমন্বিত উদ্যোগের মাধ্যমে সমস্যার সমাধান সম্ভব। সরকারি সূত্র জানায়, সংশ্লিষ্ট মন্ত্রণালয় বিষয়টি গুরুত্বের সঙ্গে দেখছে এবং প্রয়োজনীয় নির্দেশনা দেওয়া হয়েছে। স্থানীয় বাসিন্দারা জানান, দীর্ঘদিন ধরে তারা এই সমস্যার সম্মুখীন হচ্ছেন। bbox=[202, 321, 295, 384]
story bbox=[203, 392, 294, 475]
story-body: দেশের বিভিন্ন জেলায় সংঘটিত ঘটনাবলির বিস্তারিত প্রতিবেদন পড়ুন। স্থানীয় প্রশাসন জানিয়েছে পরিস্থিতি নিয়ন্ত্রণে রয়েছে এবং প্রয়োজনীয় ব্যবস্থা গ্রহণ করা হয়েছে। সংশ্লিষ্ট কর্মকর্তারা বলেন, আগামী দিনগুলোতে কার্যক্রম আরও জোরদার করা হবে। নাগরিকদের সচেতন থাকার আহ্বান জানানো হয়েছে। এ বিষয়ে বিস্তারিত তথ্য সংগ্রহ করা হচ্ছে এবং শিগগিরই জানানো হবে। বিশেষজ্ঞরা মনে করেন, সমন্বিত উদ্যোগের মাধ্যমে সমস্যার সমাধান সম্ভব। সরকারি সূত্র জানায়, সংশ্লিষ্ট মন্ত্রণালয় বিষয়টি গুরুত্বের সঙ্গে দেখছে এবং প্রয়োজনীয় নির্দেশনা দেওয়া হয়েছে। স্থানীয় বাসিন্দারা জানান, দীর্ঘদিন ধরে তারা এই সমস্যার সম্মুখীন হচ্ছেন। bbox=[202, 229, 295, 293]
headline[interactable]: পাট সড়ক bbox=[123, 504, 175, 520]
date: ২৫ এপ্রিল ২০২৪, ১২ বৈশাখ ১৪৩১ bbox=[205, 12, 295, 19]
column-4 bbox=[302, 32, 397, 771]
story-body: দেশের বিভিন্ন জেলায় সংঘটিত ঘটনাবলির বিস্তারিত প্রতিবেদন পড়ুন। স্থানীয় প্রশাসন জানিয়েছে পরিস্থিতি নিয়ন্ত্রণে রয়েছে এবং প্রয়োজনীয় ব্যবস্থা গ্রহণ করা হয়েছে। সংশ্লিষ্ট কর্মকর্তারা বলেন, আগামী দিনগুলোতে কার্যক্রম আরও জোরদার করা হবে। নাগরিকদের সচেতন থাকার আহ্বান জানানো হয়েছে। এ বিষয়ে বিস্তারিত তথ্য সংগ্রহ করা হচ্ছে এবং শিগগিরই জানানো হবে। বিশেষজ্ঞরা মনে করেন, সমন্বিত উদ্যোগের মাধ্যমে সমস্যার সমাধান সম্ভব। সরকারি সূত্র জানায়, সংশ্লিষ্ট মন্ত্রণালয় বিষয়টি গুরুত্বের সঙ্গে দেখছে এবং প্রয়োজনীয় নির্দেশনা দেওয়া হয়েছে। স্থানীয় বাসিন্দারা জানান, দীর্ঘদিন ধরে তারা এই সমস্যার সম্মুখীন হচ্ছেন। bbox=[103, 433, 195, 496]
divider bbox=[203, 296, 294, 297]
divider bbox=[402, 98, 493, 99]
story bbox=[103, 34, 194, 120]
byline: দেশ বর্তমান ডেস্ক bbox=[234, 50, 263, 55]
